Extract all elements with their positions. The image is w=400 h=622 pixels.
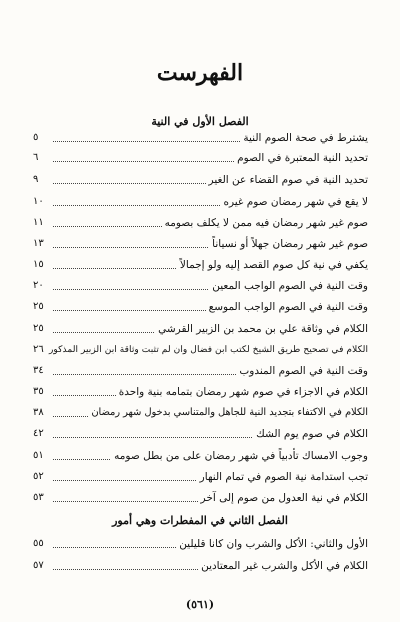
- section-heading: الفصل الثاني في المفطرات وهي أمور: [112, 514, 288, 527]
- entry-page: ٣٥: [33, 386, 44, 397]
- entry-title: وجوب الامساك تأدبياً في شهر رمضان على من بطل صومه: [111, 446, 368, 466]
- entry-title: الكلام في وثاقة علي بن محمد بن الزبير القرشي: [155, 319, 368, 339]
- entry-page: ٣٨: [33, 407, 44, 418]
- toc-entry: [33, 382, 368, 402]
- toc-entry: [33, 297, 368, 317]
- entry-page: ٤٢: [33, 428, 44, 439]
- entry-title: الكلام في صوم يوم الشك: [253, 424, 368, 444]
- section-heading: الفصل الأول في النية: [151, 115, 249, 128]
- toc-entry: [33, 467, 368, 487]
- entry-page: ٥٥: [33, 538, 44, 549]
- entry-page: ١٥: [33, 259, 44, 270]
- entry-page: ٢٥: [33, 323, 44, 334]
- toc-entry: [33, 170, 368, 190]
- entry-title: الكلام في الأكل والشرب غير المعتادين: [198, 556, 368, 576]
- entry-title: يشترط في صحة الصوم النية: [240, 128, 368, 148]
- entry-page: ٥٣: [33, 492, 44, 503]
- page-title: الفهرست: [156, 60, 244, 86]
- entry-title: صوم غير شهر رمضان فيه ممن لا يكلف بصومه: [162, 213, 368, 233]
- entry-page: ٥١: [33, 450, 44, 461]
- toc-entry: [33, 403, 368, 423]
- entry-page: ٣٤: [33, 365, 44, 376]
- entry-title: لا يقع في شهر رمضان صوم غيره: [220, 192, 368, 212]
- entry-page: ٢٥: [33, 301, 44, 312]
- entry-title: الكلام في الاكتفاء بتجديد النية للجاهل والمتناسي بدخول شهر رمضان: [88, 403, 368, 423]
- toc-entry: [33, 148, 368, 168]
- toc-entry: [33, 192, 368, 212]
- toc-entry: [33, 488, 368, 508]
- toc-entry: [33, 234, 368, 254]
- entry-page: ١١: [33, 217, 44, 228]
- toc-entry: [33, 361, 368, 381]
- toc-entry: [33, 424, 368, 444]
- toc-entry: [33, 276, 368, 296]
- entry-page: ٢٠: [33, 280, 44, 291]
- toc-entry: [33, 319, 368, 339]
- entry-title: تحديد النية في صوم القضاء عن الغير: [206, 170, 368, 190]
- entry-page: ٥: [33, 132, 39, 143]
- entry-title: وقت النية في الصوم المندوب: [236, 361, 368, 381]
- entry-page: ٩: [33, 174, 39, 185]
- entry-page: ٢٦: [33, 344, 44, 355]
- entry-title: تجب استدامة نية الصوم في تمام النهار: [197, 467, 368, 487]
- entry-page: ١٣: [33, 238, 44, 249]
- entry-page: ٥٢: [33, 471, 44, 482]
- entry-title: الأول والثاني: الأكل والشرب وان كانا قليلين: [176, 534, 368, 554]
- toc-entry: [33, 556, 368, 576]
- toc-entry: [33, 340, 368, 360]
- entry-title: الكلام في نية العدول من صوم إلى آخر: [198, 488, 368, 508]
- entry-page: ٥٧: [33, 560, 44, 571]
- entry-title: وقت النية في الصوم الواجب الموسع: [206, 297, 368, 317]
- entry-title: وقت النية في الصوم الواجب المعين: [209, 276, 368, 296]
- entry-title: يكفي في نية كل صوم القصد إليه ولو إجمالاً: [177, 255, 368, 275]
- entry-title: صوم غير شهر رمضان جهلاً أو نسياناً: [209, 234, 368, 254]
- entry-title: الكلام في تصحيح طريق الشيخ لكتب ابن فضال وان لم تثبت وثاقة ابن الزبير المذكور: [46, 340, 368, 360]
- entry-title: الكلام في الاجزاء في صوم شهر رمضان بتمامه بنية واحدة: [116, 382, 368, 402]
- toc-entry: [33, 255, 368, 275]
- toc-entry: [33, 128, 368, 148]
- page-number: (٥٦١): [185, 598, 215, 611]
- toc-entry: [33, 446, 368, 466]
- entry-page: ٦: [33, 152, 39, 163]
- toc-entry: [33, 534, 368, 554]
- entry-page: ١٠: [33, 196, 44, 207]
- entry-title: تحديد النية المعتبرة في الصوم: [234, 148, 368, 168]
- toc-entry: [33, 213, 368, 233]
